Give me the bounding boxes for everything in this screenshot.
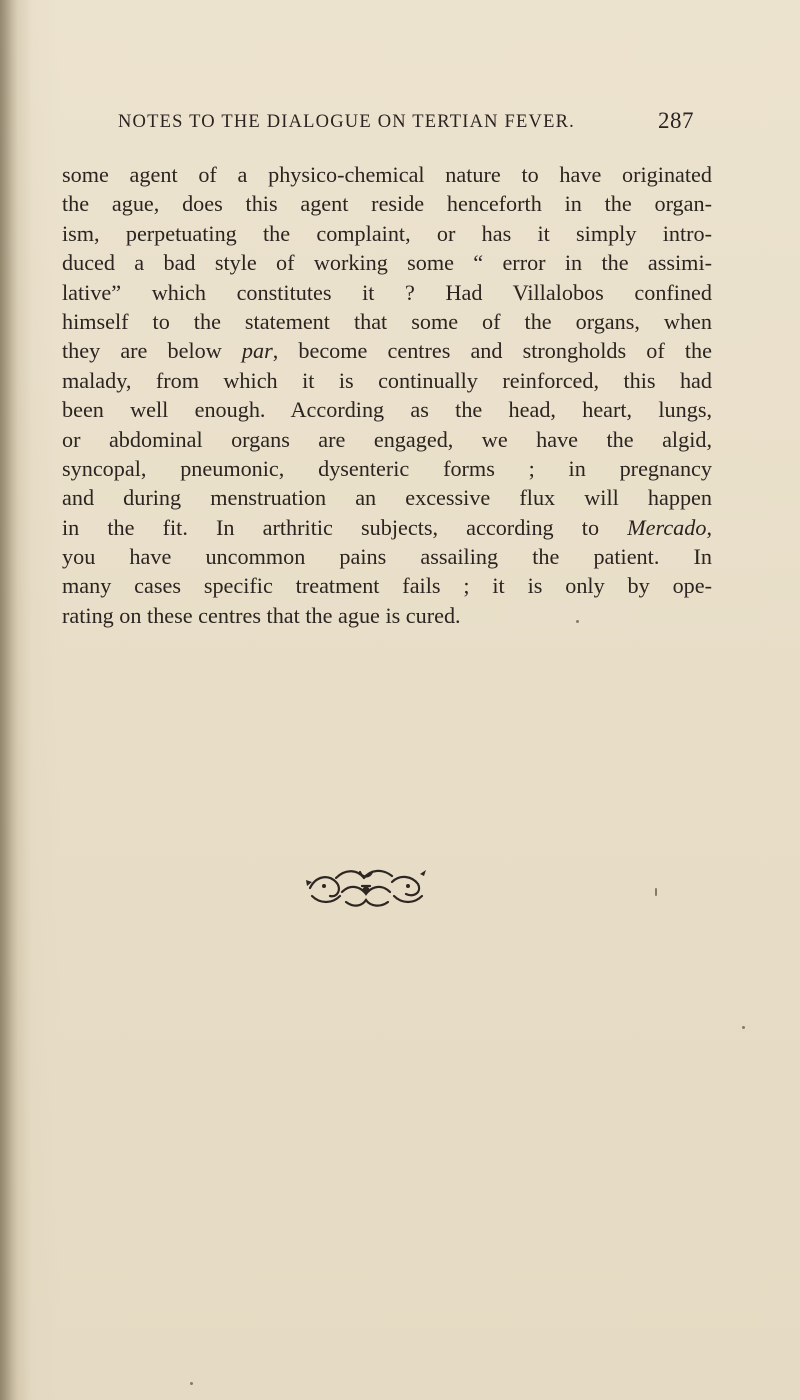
paper-speck <box>576 620 579 623</box>
text-line: and during menstruation an excessive flux will happen <box>62 485 712 511</box>
running-head <box>118 108 718 133</box>
text-line: they are below par, become centres and strongholds of the <box>62 338 712 364</box>
paper-speck <box>742 1026 745 1029</box>
text-line: some agent of a physico-chemical nature to have originated <box>62 162 712 187</box>
text-line: or abdominal organs are engaged, we have the algid, <box>62 426 712 452</box>
text-line: you have uncommon pains assailing the patient. In <box>62 544 712 570</box>
page-number: 287 <box>658 108 694 133</box>
text-line: many cases specific treatment fails ; it is only by ope- <box>62 573 712 599</box>
text-line: ism, perpetuating the complaint, or has it simply intro- <box>62 220 712 246</box>
text-line: himself to the statement that some of the organs, when <box>62 308 712 334</box>
paper-speck <box>655 888 657 896</box>
running-head-title: NOTES TO THE DIALOGUE ON TERTIAN FEVER. <box>118 112 575 132</box>
text-line: been well enough. According as the head, heart, lungs, <box>62 397 712 423</box>
text-line: malady, from which it is continually reinforced, this had <box>62 367 712 393</box>
text-line: rating on these centres that the ague is cured. <box>62 602 461 628</box>
text-line: lative” which constitutes it ? Had Villalobos confined <box>62 279 712 305</box>
paper-speck <box>190 1382 193 1385</box>
page-binding-shadow <box>0 0 18 1400</box>
tailpiece-ornament-icon <box>302 866 432 910</box>
text-line: duced a bad style of working some “ error in the assimi- <box>62 250 712 276</box>
body-text <box>62 160 712 630</box>
text-line: in the fit. In arthritic subjects, according to Mercado, <box>62 514 712 540</box>
text-line: the ague, does this agent reside henceforth in the organ- <box>62 191 712 217</box>
text-line: syncopal, pneumonic, dysenteric forms ; in pregnancy <box>62 455 712 481</box>
